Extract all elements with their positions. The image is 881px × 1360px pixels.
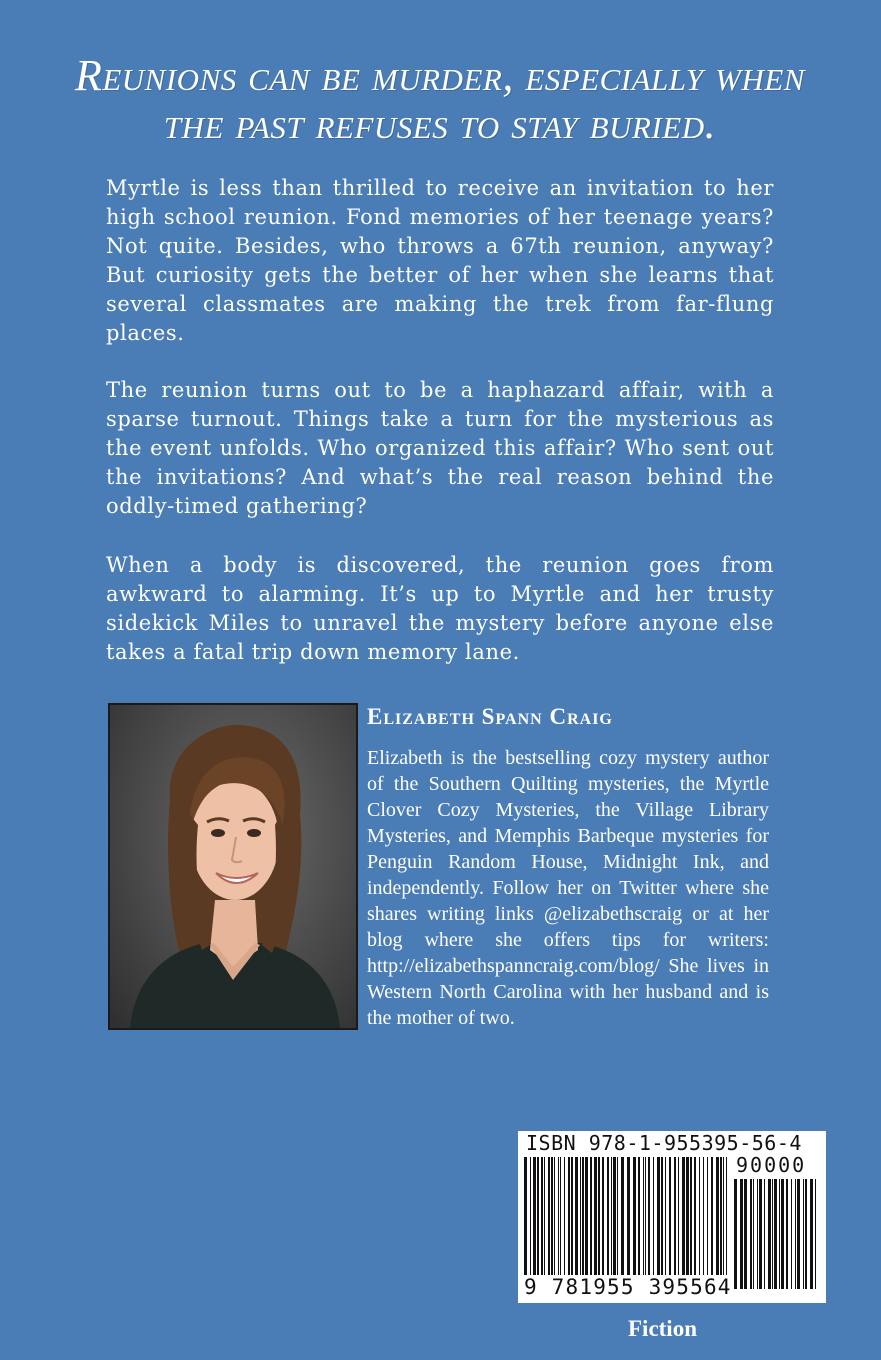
blurb-paragraph-1: Myrtle is less than thrilled to receive an invitation to her high school reunion. Fond memories of her teenage years? Not quite. Besides, who throws a 67th reunion, anyway? But curiosity gets the better of her when she learns that several classmates are making the trek from far-flung places. xyxy=(106,176,774,345)
barcode-digits: 9 781955 395564 xyxy=(524,1275,732,1299)
barcode-bar xyxy=(560,1157,561,1287)
barcode-bar xyxy=(585,1157,588,1287)
author-name: Elizabeth Spann Craig xyxy=(367,704,613,729)
barcode-bar xyxy=(764,1179,765,1289)
barcode-bar xyxy=(594,1157,597,1287)
barcode-bar xyxy=(690,1157,692,1287)
barcode-bar xyxy=(740,1179,743,1289)
barcode-bar xyxy=(613,1157,616,1287)
barcode-bar xyxy=(810,1179,813,1289)
barcode-bar xyxy=(686,1157,689,1287)
barcode-bar xyxy=(530,1157,531,1287)
barcode-bar xyxy=(657,1157,660,1287)
barcode-bar xyxy=(558,1157,559,1287)
barcode-bar xyxy=(678,1157,679,1287)
barcode-bar xyxy=(643,1157,644,1287)
price-barcode-bars xyxy=(734,1179,820,1289)
barcode-bar xyxy=(805,1179,807,1289)
barcode-bar xyxy=(707,1157,708,1287)
isbn-barcode xyxy=(518,1131,826,1303)
barcode-bar xyxy=(674,1157,676,1287)
barcode-bar xyxy=(779,1179,780,1289)
barcode-bar xyxy=(617,1157,618,1287)
barcode-bar xyxy=(757,1179,758,1289)
barcode-bar xyxy=(772,1179,773,1289)
barcode-bar xyxy=(661,1157,663,1287)
barcode-bar xyxy=(797,1179,800,1289)
barcode-bar xyxy=(638,1157,640,1287)
barcode-bar xyxy=(694,1157,696,1287)
barcode-bar xyxy=(645,1157,646,1287)
barcode-bar xyxy=(781,1179,784,1289)
isbn-number: ISBN 978-1-955395-56-4 xyxy=(526,1131,802,1155)
price-code: 90000 xyxy=(736,1153,807,1177)
barcode-bar xyxy=(598,1157,600,1287)
barcode-bar xyxy=(653,1157,654,1287)
author-portrait-illustration xyxy=(110,705,356,1028)
barcode-bars xyxy=(524,1157,734,1287)
barcode-bar xyxy=(648,1157,650,1287)
barcode-bar xyxy=(541,1157,543,1287)
barcode-bar xyxy=(699,1157,700,1287)
barcode-bar xyxy=(795,1179,796,1289)
barcode-bar xyxy=(669,1157,671,1287)
barcode-bar xyxy=(720,1157,722,1287)
barcode-bar xyxy=(703,1157,704,1287)
genre-label: Fiction xyxy=(628,1316,697,1341)
barcode-bar xyxy=(582,1157,584,1287)
barcode-bar xyxy=(548,1157,550,1287)
tagline: Reunions can be murder, especially when the past refuses to stay buried. xyxy=(74,51,805,148)
barcode-bar xyxy=(665,1157,666,1287)
barcode-bar xyxy=(726,1157,727,1287)
barcode-bar xyxy=(621,1157,624,1287)
barcode-bar xyxy=(768,1179,771,1289)
barcode-bar xyxy=(803,1179,804,1289)
blurb-paragraph-2: The reunion turns out to be a haphazard affair, with a sparse turnout. Things take a turn for the mysterious as the event unfolds. Who organized this affair? Who sent out the invitations? And what’s the real reason behind the oddly-timed gathering? xyxy=(106,378,774,518)
barcode-bar xyxy=(580,1157,581,1287)
barcode-bar xyxy=(571,1157,573,1287)
barcode-bar xyxy=(564,1157,565,1287)
barcode-bar xyxy=(744,1179,747,1289)
barcode-bar xyxy=(544,1157,545,1287)
barcode-bar xyxy=(533,1157,536,1287)
barcode-bar xyxy=(791,1179,792,1289)
barcode-bar xyxy=(815,1179,816,1289)
barcode-bar xyxy=(774,1179,777,1289)
barcode-bar xyxy=(759,1179,762,1289)
author-bio: Elizabeth is the bestselling cozy mystery author of the Southern Quilting mysteries, the Myrtle Clover Cozy Mysteries, the Village Library Mysteries, and Memphis Barbeque mysteries for Penguin Random House, Midnight Ink, and independently. Follow her on Twitter where she shares writing links @elizabethscraig or at her blog where she offers tips for writers: http://elizabethspanncraig.com/blog/ She lives in Western North Carolina with her husband and is the mother of two. xyxy=(367,747,769,1029)
barcode-bar xyxy=(627,1157,630,1287)
barcode-bar xyxy=(734,1179,737,1289)
barcode-bar xyxy=(602,1157,604,1287)
blurb-paragraph-3: When a body is discovered, the reunion goes from awkward to alarming. It’s up to Myrtle and her trusty sidekick Miles to unravel the mystery before anyone else takes a fatal trip down memory lane. xyxy=(106,553,774,664)
barcode-bar xyxy=(716,1157,719,1287)
barcode-bar xyxy=(611,1157,612,1287)
barcode-bar xyxy=(786,1179,788,1289)
barcode-bar xyxy=(568,1157,570,1287)
barcode-bar xyxy=(723,1157,724,1287)
barcode-bar xyxy=(750,1179,752,1289)
author-photo xyxy=(108,703,358,1030)
barcode-bar xyxy=(554,1157,555,1287)
barcode-bar xyxy=(551,1157,553,1287)
barcode-bar xyxy=(753,1179,754,1289)
barcode-bar xyxy=(607,1157,609,1287)
barcode-bar xyxy=(524,1157,527,1287)
barcode-bar xyxy=(537,1157,539,1287)
barcode-bar xyxy=(682,1157,685,1287)
barcode-bar xyxy=(575,1157,578,1287)
barcode-bar xyxy=(633,1157,636,1287)
barcode-bar xyxy=(711,1157,713,1287)
barcode-bar xyxy=(590,1157,592,1287)
